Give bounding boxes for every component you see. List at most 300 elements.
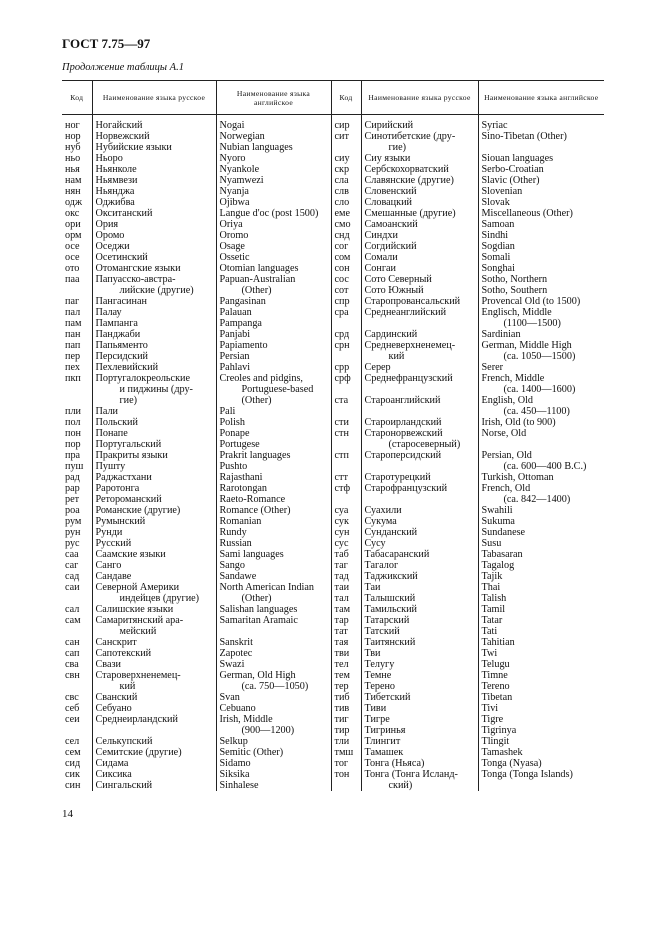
language-name-ru: Русский <box>95 538 132 549</box>
language-name-en: Slovak <box>481 197 510 208</box>
language-name-ru: Сингальский <box>95 780 153 791</box>
language-code <box>65 725 89 736</box>
language-name-en: Romance (Other) <box>219 505 291 516</box>
language-code: роа <box>65 505 80 516</box>
language-name-en: Osage <box>219 241 245 252</box>
language-code: тел <box>334 659 349 670</box>
language-name-ru: Польский <box>95 417 138 428</box>
language-name-en: Tibetan <box>481 692 513 703</box>
language-code: сун <box>334 527 350 538</box>
language-name-en: Tivi <box>481 703 499 714</box>
language-name-ru: Среднеирландский <box>95 714 178 725</box>
language-code: саа <box>65 549 79 560</box>
language-name-ru: Словенский <box>364 186 417 197</box>
left-code-column <box>62 115 92 792</box>
language-name-ru: ский) <box>388 780 413 791</box>
language-name-en: Creoles and pidgins, <box>219 373 303 384</box>
language-name-en: Pushto <box>219 461 248 472</box>
language-name-en: Turkish, Ottoman <box>481 472 554 483</box>
language-name-en: Serbo-Croatian <box>481 164 544 175</box>
language-name-ru: Оромо <box>95 230 125 241</box>
language-code: рет <box>65 494 80 505</box>
right-ru-column <box>361 115 478 792</box>
language-code: сел <box>65 736 80 747</box>
language-code: срн <box>334 340 350 351</box>
language-code: пех <box>65 362 80 373</box>
language-name-ru: Самаритянский ара- <box>95 615 184 626</box>
language-name-ru: Тиви <box>364 703 387 714</box>
language-name-ru: Персидский <box>95 351 149 362</box>
language-code: рар <box>65 483 80 494</box>
language-name-ru: Ньямвези <box>95 175 138 186</box>
language-name-ru: Староперсидский <box>364 450 442 461</box>
language-name-ru: Старонорвежский <box>364 428 443 439</box>
language-name-ru: Понапе <box>95 428 128 439</box>
language-code <box>335 439 358 450</box>
language-name-ru: Сонгаи <box>364 263 396 274</box>
language-name-ru: Синотибетские (дру- <box>364 131 456 142</box>
language-name-ru <box>365 461 475 472</box>
language-name-en: Samaritan Aramaic <box>219 615 298 626</box>
language-name-en: Sundanese <box>481 527 526 538</box>
language-code: тая <box>334 637 349 648</box>
language-code: тиб <box>334 692 350 703</box>
table-header-row <box>62 81 604 115</box>
language-name-en: Panjabi <box>219 329 251 340</box>
language-name-en: Swazi <box>219 659 245 670</box>
language-code: сот <box>334 285 349 296</box>
language-name-ru: Северной Америки <box>95 582 180 593</box>
language-name-en: Ossetic <box>219 252 250 263</box>
language-name-ru: Тигринья <box>364 725 406 736</box>
language-code: ста <box>334 395 349 406</box>
language-name-en: Papiamento <box>219 340 268 351</box>
language-name-ru: Сусу <box>364 538 386 549</box>
language-name-ru: Тагалог <box>364 560 399 571</box>
language-code: нор <box>65 131 81 142</box>
language-name-en: (ca. 600—400 B.C.) <box>503 461 587 472</box>
language-name-ru: Сирийский <box>364 120 414 131</box>
language-name-en: Syriac <box>481 120 508 131</box>
language-name-ru: Пракриты языки <box>95 450 168 461</box>
language-name-ru: гие) <box>388 142 407 153</box>
language-name-en: Sogdian <box>481 241 515 252</box>
language-name-en: Miscellaneous (Other) <box>481 208 573 219</box>
language-name-ru: Таджикский <box>364 571 418 582</box>
language-code: сам <box>65 615 81 626</box>
language-code: рун <box>65 527 81 538</box>
language-code: сус <box>334 538 349 549</box>
language-name-ru: Пали <box>95 406 119 417</box>
language-name-ru: Сардинский <box>364 329 418 340</box>
language-code: слв <box>334 186 349 197</box>
language-code: рад <box>65 472 80 483</box>
language-name-en: Semitic (Other) <box>219 747 284 758</box>
language-name-en: Tigrinya <box>481 725 517 736</box>
language-name-ru: кий <box>119 681 136 692</box>
language-name-ru: Среднеанглийский <box>364 307 447 318</box>
language-code <box>65 384 89 395</box>
language-code: стп <box>334 450 349 461</box>
language-name-en: Siouan languages <box>481 153 554 164</box>
language-name-en: Thai <box>481 582 501 593</box>
language-name-en: Sindhi <box>481 230 509 241</box>
language-code: себ <box>65 703 80 714</box>
language-code <box>335 384 358 395</box>
language-name-en: Rarotongan <box>219 483 268 494</box>
language-name-ru: Самоанский <box>364 219 418 230</box>
language-name-en: Sotho, Northern <box>481 274 548 285</box>
language-name-ru: Раротонга <box>95 483 140 494</box>
language-name-en: Tajik <box>481 571 503 582</box>
language-code: сит <box>334 131 349 142</box>
language-code: свс <box>65 692 79 703</box>
language-name-en: Tigre <box>481 714 504 725</box>
language-name-ru: Норвежский <box>95 131 150 142</box>
language-code: сог <box>334 241 349 252</box>
language-name-ru: Старопровансальский <box>364 296 461 307</box>
language-name-ru: Ньоро <box>95 153 123 164</box>
language-name-ru <box>96 725 213 736</box>
language-name-ru: Сандаве <box>95 571 132 582</box>
language-name-ru: Сото Южный <box>364 285 424 296</box>
language-code: пра <box>65 450 81 461</box>
language-code: ньо <box>65 153 81 164</box>
language-name-ru: Татарский <box>364 615 410 626</box>
language-name-ru: Тлингит <box>364 736 401 747</box>
language-code <box>335 406 358 417</box>
language-name-ru: Среднефранцузский <box>364 373 453 384</box>
language-name-en: Sango <box>219 560 245 571</box>
table-body-row <box>62 115 604 792</box>
language-name-ru: мейский <box>119 626 157 637</box>
language-code: таб <box>334 549 349 560</box>
language-code: пон <box>65 428 81 439</box>
language-name-en: Timne <box>481 670 508 681</box>
language-code: тив <box>334 703 350 714</box>
language-name-ru: Романские (другие) <box>95 505 181 516</box>
language-code: спр <box>334 296 350 307</box>
language-name-ru: Санскрит <box>95 637 137 648</box>
language-code: сеи <box>65 714 80 725</box>
language-code: сти <box>334 417 349 428</box>
language-name-ru: Палау <box>95 307 122 318</box>
language-code: скр <box>334 164 350 175</box>
left-en-column <box>216 115 331 792</box>
language-name-en: Swahili <box>481 505 513 516</box>
language-code: сук <box>334 516 349 527</box>
language-code: окс <box>65 208 80 219</box>
language-code: свн <box>65 670 80 681</box>
language-code: сра <box>334 307 349 318</box>
language-name-en: Somali <box>481 252 511 263</box>
language-code: осе <box>65 252 80 263</box>
language-name-ru: индейцев (другие) <box>119 593 200 604</box>
language-name-en: Irish, Old (to 900) <box>481 417 556 428</box>
language-code: срф <box>334 373 351 384</box>
language-code: смо <box>334 219 351 230</box>
language-code: тли <box>334 736 350 747</box>
language-name-en: Nyankole <box>219 164 260 175</box>
language-name-en: (Other) <box>241 593 272 604</box>
language-name-en: Sinhalese <box>219 780 259 791</box>
language-name-en: Russian <box>219 538 252 549</box>
language-code: тат <box>334 626 348 637</box>
language-code: сло <box>334 197 350 208</box>
language-name-ru: Салишские языки <box>95 604 174 615</box>
language-code <box>335 494 358 505</box>
language-name-en: Svan <box>219 692 240 703</box>
language-name-en: Tonga (Tonga Islands) <box>481 769 573 780</box>
language-name-ru: Татский <box>364 626 400 637</box>
language-code: саи <box>65 582 80 593</box>
language-name-en: Norwegian <box>219 131 265 142</box>
language-name-ru: Пехлевийский <box>95 362 159 373</box>
language-code: рус <box>65 538 80 549</box>
language-name-en: Romanian <box>219 516 262 527</box>
language-code: тиг <box>334 714 349 725</box>
language-name-ru: Саамские языки <box>95 549 166 560</box>
language-name-ru: Старотурецкий <box>364 472 431 483</box>
language-code: сос <box>334 274 349 285</box>
language-name-ru: Селькупский <box>95 736 153 747</box>
language-name-en: English, Old <box>481 395 534 406</box>
language-name-ru: Нубийские языки <box>95 142 172 153</box>
language-name-en: Nyoro <box>219 153 246 164</box>
language-name-en: (ca. 750—1050) <box>241 681 309 692</box>
col-header-en: Наименование языка английское <box>478 81 604 115</box>
language-code: нян <box>65 186 81 197</box>
language-name-en: Pahlavi <box>219 362 251 373</box>
language-name-en: Palauan <box>219 307 252 318</box>
language-name-ru: Ретороманский <box>95 494 162 505</box>
language-name-ru: Сванский <box>95 692 138 703</box>
left-ru-column <box>92 115 216 792</box>
language-code: сад <box>65 571 80 582</box>
language-code: нам <box>65 175 82 186</box>
language-code: таг <box>334 560 348 571</box>
language-name-en: Nogai <box>219 120 245 131</box>
language-name-ru: Пушту <box>95 461 126 472</box>
language-name-ru: Средневерхненемец- <box>364 340 456 351</box>
language-name-ru <box>365 494 475 505</box>
language-code: пап <box>65 340 81 351</box>
col-header-ru: Наименование языка русское <box>361 81 478 115</box>
language-name-ru: (староcеверный) <box>388 439 461 450</box>
col-header-ru: Наименование языка русское <box>92 81 216 115</box>
language-code: тем <box>334 670 350 681</box>
language-name-en: Rajasthani <box>219 472 263 483</box>
language-name-en: Zapotec <box>219 648 253 659</box>
language-name-ru: Санго <box>95 560 122 571</box>
language-name-ru: Ньянколе <box>95 164 137 175</box>
right-en-column <box>478 115 604 792</box>
language-name-en: Langue d'oc (post 1500) <box>219 208 319 219</box>
language-code: сир <box>334 120 350 131</box>
language-name-en: (ca. 1050—1500) <box>503 351 576 362</box>
language-name-ru: Таи <box>364 582 381 593</box>
document-header: ГОСТ 7.75—97 <box>62 36 151 51</box>
language-code: сик <box>65 769 80 780</box>
language-name-ru: Серер <box>364 362 391 373</box>
language-code: пор <box>65 439 81 450</box>
language-name-ru: Староирландский <box>364 417 442 428</box>
language-name-ru: Таитянский <box>364 637 416 648</box>
language-code: саг <box>65 560 79 571</box>
language-name-en: Persian <box>219 351 250 362</box>
language-name-en: Slavic (Other) <box>481 175 540 186</box>
language-name-ru: Пампанга <box>95 318 138 329</box>
language-name-en: Irish, Middle <box>219 714 273 725</box>
language-name-ru: Сиксика <box>95 769 132 780</box>
language-name-en: Nyanja <box>219 186 249 197</box>
language-name-ru: Табасаранский <box>364 549 430 560</box>
language-name-ru: лийские (другие) <box>119 285 194 296</box>
language-name-en: Siksika <box>219 769 250 780</box>
language-name-en: Sanskrit <box>219 637 253 648</box>
page-number: 14 <box>62 808 73 820</box>
language-name-ru: Ория <box>95 219 119 230</box>
language-code: стт <box>334 472 348 483</box>
language-name-ru: Тибетский <box>364 692 411 703</box>
language-name-en: Talish <box>481 593 507 604</box>
language-name-ru: Согдийский <box>364 241 417 252</box>
language-name-en: Salishan languages <box>219 604 298 615</box>
language-name-ru: Тигре <box>364 714 390 725</box>
language-name-en: Sukuma <box>481 516 515 527</box>
language-name-ru: Тви <box>364 648 381 659</box>
language-code: орм <box>65 230 82 241</box>
language-code: нья <box>65 164 80 175</box>
language-name-en: Tagalog <box>481 560 515 571</box>
col-header-code: Код <box>331 81 361 115</box>
language-name-ru: Славянские (другие) <box>364 175 454 186</box>
language-code: сап <box>65 648 80 659</box>
language-code: срд <box>334 329 350 340</box>
language-name-en: Provencal Old (to 1500) <box>481 296 581 307</box>
language-code <box>65 681 89 692</box>
language-name-en: Sino-Tibetan (Other) <box>481 131 567 142</box>
language-name-en: Sandawe <box>219 571 257 582</box>
language-name-ru: Сидама <box>95 758 129 769</box>
language-code: тер <box>334 681 349 692</box>
language-name-en: (ca. 842—1400) <box>503 494 571 505</box>
language-code: снд <box>334 230 350 241</box>
language-name-en: French, Middle <box>481 373 545 384</box>
language-name-ru: Сапотекский <box>95 648 152 659</box>
table-caption: Продолжение таблицы А.1 <box>62 62 184 73</box>
language-code <box>335 461 358 472</box>
language-code: сла <box>334 175 349 186</box>
language-code: тир <box>334 725 350 736</box>
language-name-en: Sidamo <box>219 758 251 769</box>
col-header-code: Код <box>62 81 92 115</box>
language-name-en: Tamashek <box>481 747 523 758</box>
language-name-en: Polish <box>219 417 245 428</box>
language-name-ru: Сукума <box>364 516 397 527</box>
language-name-en: (ca. 450—1100) <box>503 406 570 417</box>
language-code: осе <box>65 241 80 252</box>
language-code: ног <box>65 120 80 131</box>
language-name-ru: Рунди <box>95 527 123 538</box>
language-code <box>335 142 358 153</box>
language-name-en: Oromo <box>219 230 249 241</box>
language-name-en: Portugese <box>219 439 260 450</box>
language-name-en: Rundy <box>219 527 247 538</box>
language-name-ru: Сербскохорватский <box>364 164 449 175</box>
language-name-en: Sotho, Southern <box>481 285 548 296</box>
language-code: суа <box>334 505 349 516</box>
language-name-ru: Оджибва <box>95 197 135 208</box>
language-name-ru: Папьяменто <box>95 340 148 351</box>
language-name-ru: Осетинский <box>95 252 148 263</box>
language-code: там <box>334 604 351 615</box>
language-code: син <box>65 780 81 791</box>
language-name-en: Sami languages <box>219 549 284 560</box>
language-code <box>65 285 89 296</box>
language-name-en: Cebuano <box>219 703 256 714</box>
language-name-ru: Раджастхани <box>95 472 152 483</box>
language-name-ru: Сото Северный <box>364 274 432 285</box>
language-name-ru: Талышский <box>364 593 416 604</box>
language-code: тог <box>334 758 349 769</box>
language-code: сон <box>334 263 350 274</box>
language-name-en: Ponape <box>219 428 250 439</box>
language-name-ru: Смешанные (другие) <box>364 208 456 219</box>
language-code: таи <box>334 582 350 593</box>
language-name-en: German, Middle High <box>481 340 572 351</box>
language-code: сид <box>65 758 81 769</box>
language-code: сиу <box>334 153 350 164</box>
language-name-en: Portuguese-based <box>241 384 314 395</box>
language-code: сом <box>334 252 351 263</box>
language-code: ото <box>65 263 80 274</box>
language-name-ru <box>365 318 475 329</box>
language-code <box>335 351 358 362</box>
language-name-en: Slovenian <box>481 186 523 197</box>
language-name-ru: Сунданский <box>364 527 418 538</box>
language-code: тви <box>334 648 350 659</box>
language-name-ru: Староверхненемец- <box>95 670 181 681</box>
language-code <box>65 626 89 637</box>
language-name-ru: Семитские (другие) <box>95 747 182 758</box>
language-name-ru: Ногайский <box>95 120 143 131</box>
language-code: стф <box>334 483 351 494</box>
language-name-ru: Синдхи <box>364 230 398 241</box>
language-name-en: Sardinian <box>481 329 521 340</box>
language-name-ru: Староанглийский <box>364 395 441 406</box>
language-name-en: German, Old High <box>219 670 296 681</box>
language-name-en: Raeto-Romance <box>219 494 286 505</box>
language-code: тмш <box>334 747 354 758</box>
col-header-en: Наименование языка английское <box>216 81 331 115</box>
language-code: пер <box>65 351 81 362</box>
language-name-en: Tati <box>481 626 498 637</box>
language-code: срр <box>334 362 350 373</box>
language-codes-table <box>62 80 604 791</box>
language-name-ru: Тамильский <box>364 604 417 615</box>
language-code: тар <box>334 615 349 626</box>
language-name-en: Selkup <box>219 736 248 747</box>
language-name-en: (900—1200) <box>241 725 295 736</box>
language-code: паг <box>65 296 80 307</box>
language-name-ru: Тонга (Ньяса) <box>364 758 425 769</box>
language-name-ru: кий <box>388 351 405 362</box>
language-code: рум <box>65 516 82 527</box>
language-code: стн <box>334 428 349 439</box>
language-code <box>65 395 89 406</box>
language-name-en: Nubian languages <box>219 142 293 153</box>
